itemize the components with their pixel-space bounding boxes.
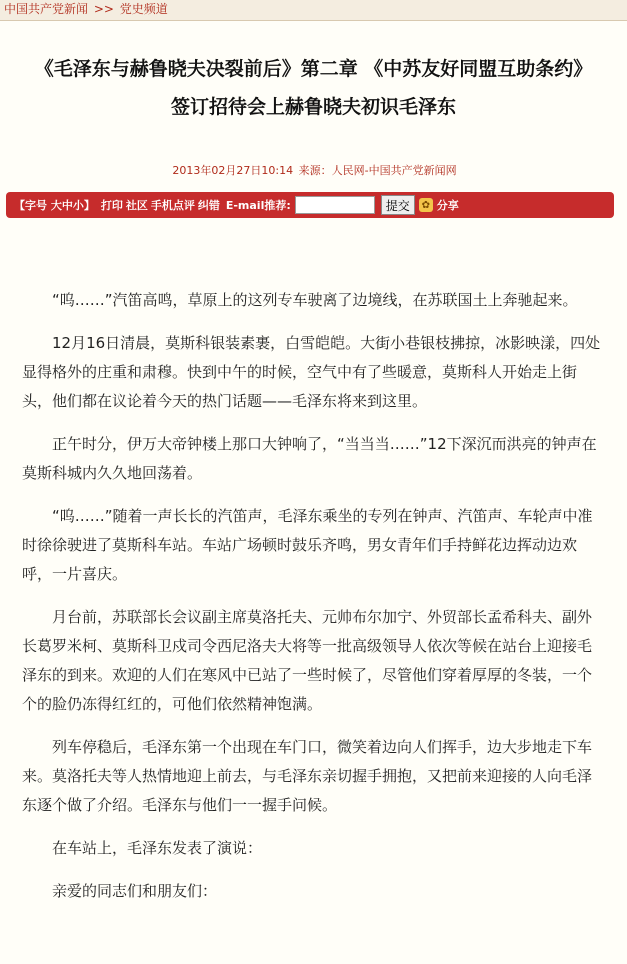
article-body bbox=[22, 286, 602, 920]
breadcrumb-site-link[interactable]: 中国共产党新闻 bbox=[4, 2, 89, 16]
breadcrumb-separator: >> bbox=[93, 2, 114, 16]
paragraph: 列车停稳后，毛泽东第一个出现在车门口，微笑着边向人们挥手，边大步地走下车来。莫洛托夫等人热情地迎上前去，与毛泽东亲切握手拥抱，又把前来迎接的人向毛泽东逐个做了介绍。毛泽东与他们一一握手问候。 bbox=[22, 738, 593, 814]
paragraph: “呜……”随着一声长长的汽笛声，毛泽东乘坐的专列在钟声、汽笛声、车轮声中准时徐徐驶进了莫斯科车站。车站广场顿时鼓乐齐鸣，男女青年们手持鲜花边挥动边欢呼，一片喜庆。 bbox=[22, 507, 593, 583]
paragraph: 在车站上，毛泽东发表了演说： bbox=[52, 839, 263, 857]
submit-button[interactable]: 提交 bbox=[381, 195, 415, 215]
print-link[interactable]: 打印 bbox=[100, 199, 123, 212]
email-recommend-label: E-mail推荐: bbox=[225, 199, 291, 212]
article-title-line2: 签订招待会上赫鲁晓夫初识毛泽东 bbox=[170, 96, 456, 118]
community-link[interactable]: 社区 bbox=[125, 199, 148, 212]
mobile-comment-link[interactable]: 手机点评 bbox=[150, 199, 195, 212]
source-link[interactable]: 人民网-中国共产党新闻网 bbox=[331, 164, 457, 177]
paragraph: “呜……”汽笛高鸣，草原上的这列专车驶离了边境线，在苏联国土上奔驰起来。 bbox=[52, 291, 578, 309]
article-meta bbox=[0, 162, 627, 178]
share-icon[interactable]: ✿ bbox=[419, 198, 433, 212]
error-report-link[interactable]: 纠错 bbox=[197, 199, 220, 212]
font-size-control[interactable]: 【字号 大中小】 bbox=[14, 199, 95, 212]
paragraph: 12月16日清晨，莫斯科银装素裹，白雪皑皑。大街小巷银枝拂掠，冰影映漾，四处显得格外的庄重和肃穆。快到中午的时候，空气中有了些暖意，莫斯科人开始走上街头，他们都在议论着今天的热门话题——毛泽东将来到这里。 bbox=[22, 334, 601, 410]
article-title-line1: 《毛泽东与赫鲁晓夫决裂前后》第二章 《中苏友好同盟互助条约》 bbox=[34, 58, 593, 80]
breadcrumb bbox=[0, 0, 627, 21]
paragraph: 月台前，苏联部长会议副主席莫洛托夫、元帅布尔加宁、外贸部长孟希科夫、副外长葛罗米柯、莫斯科卫戍司令西尼洛夫大将等一批高级领导人依次等候在站台上迎接毛泽东的到来。欢迎的人们在寒风中已站了一些时候了，尽管他们穿着厚厚的冬装，一个个的脸仍冻得红红的，可他们依然精神饱满。 bbox=[22, 608, 593, 713]
publish-datetime: 2013年02月27日10:14 bbox=[172, 164, 294, 177]
paragraph: 亲爱的同志们和朋友们： bbox=[52, 882, 218, 900]
source-label: 来源： bbox=[298, 164, 332, 177]
breadcrumb-section-link[interactable]: 党史频道 bbox=[119, 2, 168, 16]
email-input[interactable] bbox=[295, 196, 375, 214]
article-title bbox=[0, 50, 627, 126]
paragraph: 正午时分，伊万大帝钟楼上那口大钟响了，“当当当……”12下深沉而洪亮的钟声在莫斯科城内久久地回荡着。 bbox=[22, 435, 597, 482]
article-toolbar bbox=[6, 192, 614, 218]
share-link[interactable]: 分享 bbox=[436, 199, 459, 212]
